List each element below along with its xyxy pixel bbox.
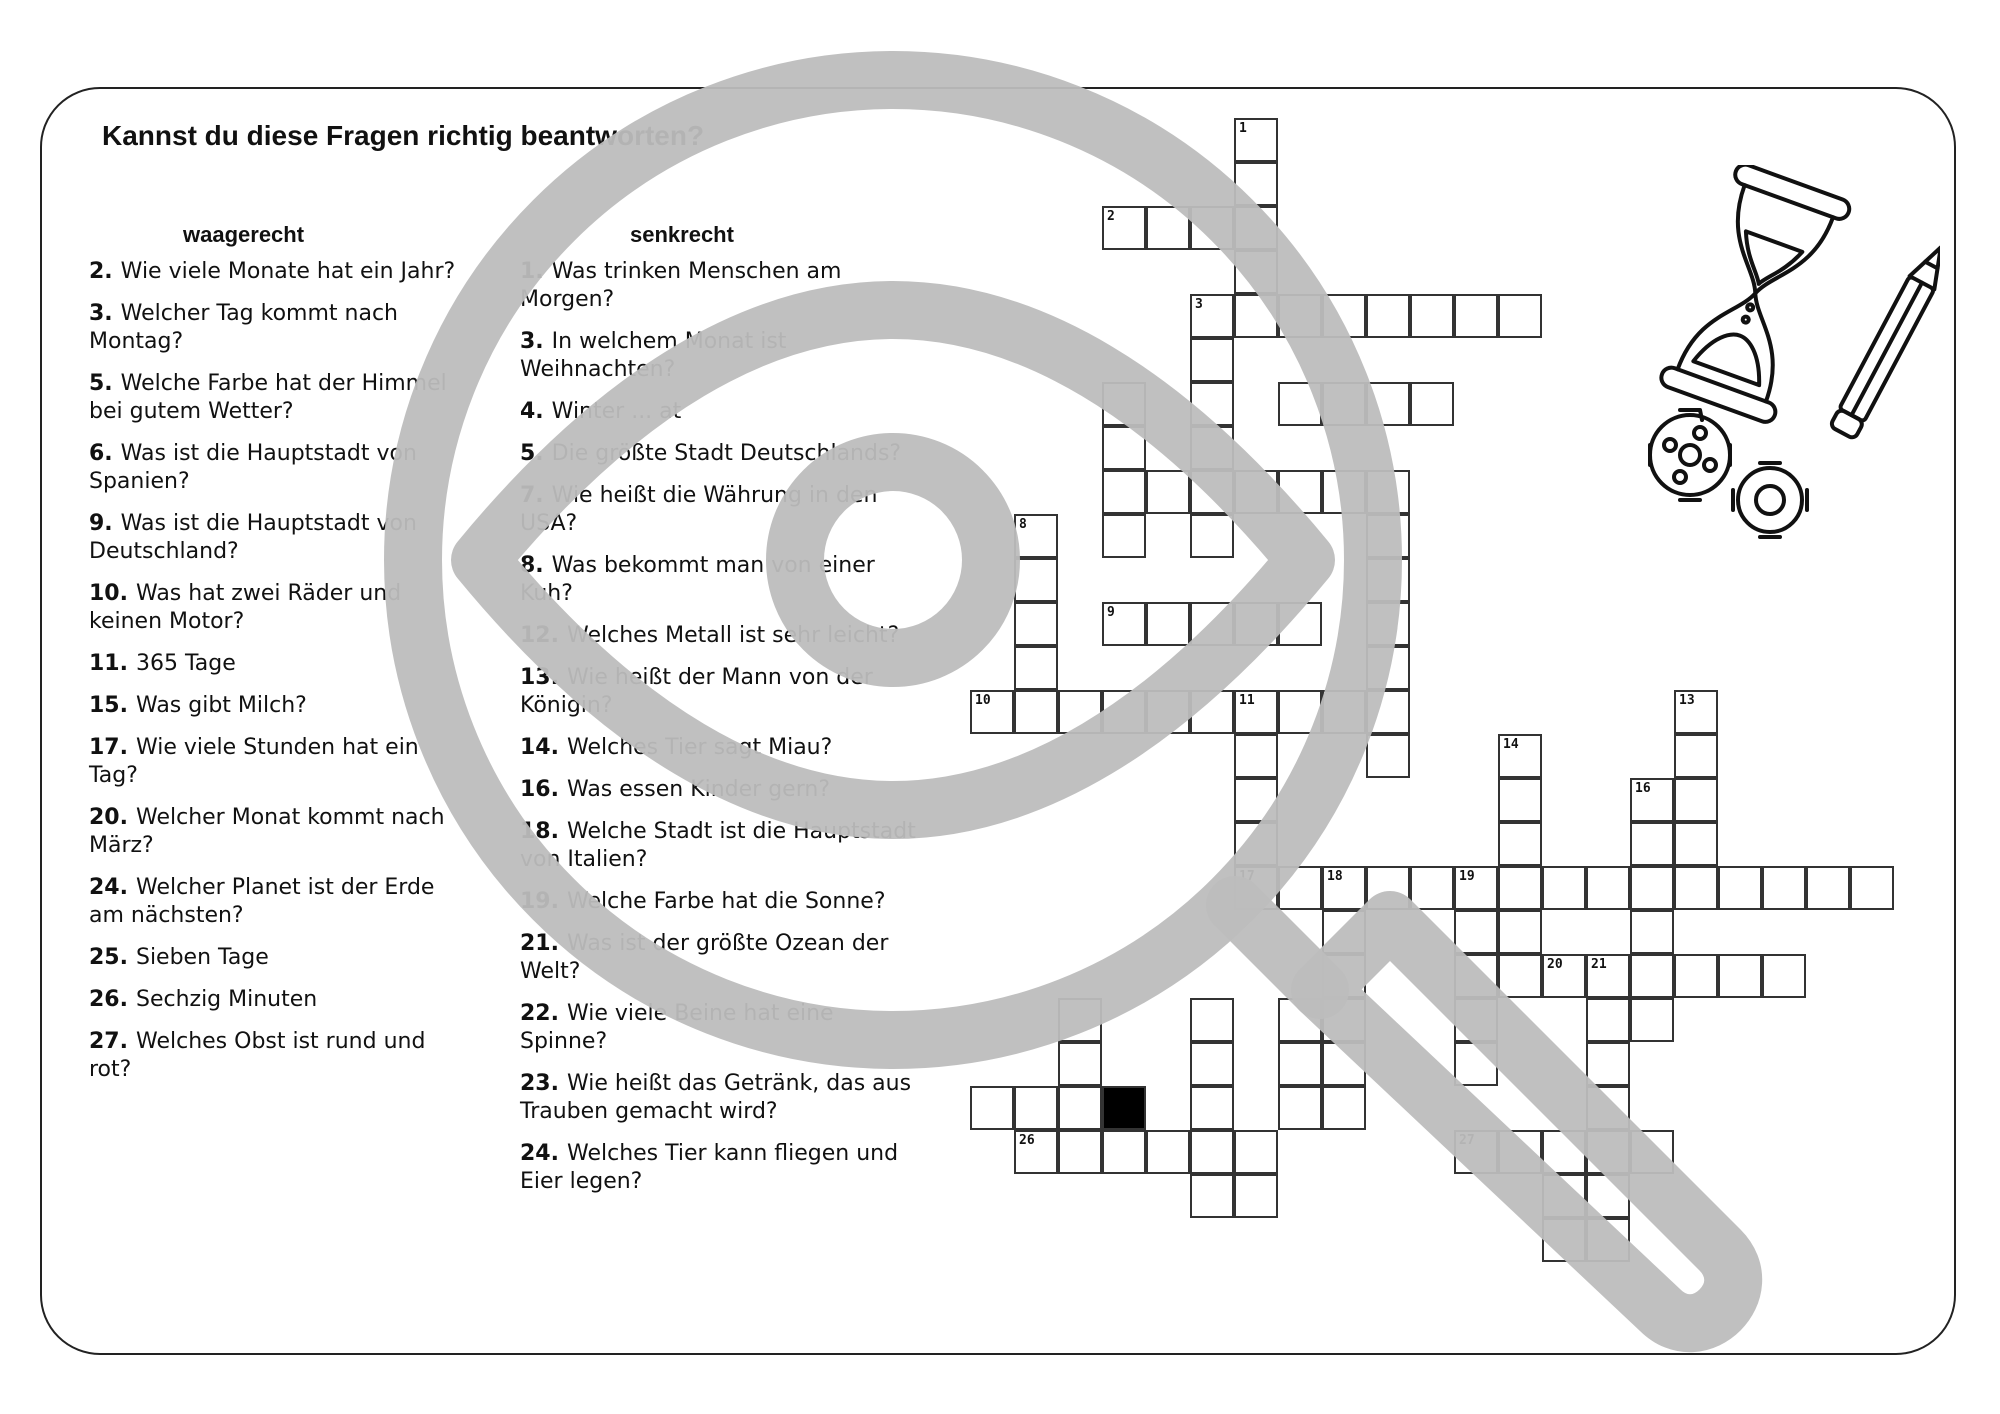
grid-cell[interactable] <box>1366 470 1410 514</box>
clue-text: Welcher Planet ist der Erde am nächsten? <box>89 875 435 928</box>
grid-cell[interactable] <box>1190 514 1234 558</box>
grid-cell[interactable] <box>1102 382 1146 426</box>
clue-text: Was hat zwei Räder und keinen Motor? <box>89 581 402 634</box>
grid-cell[interactable] <box>1366 294 1410 338</box>
clue-text: Wie heißt das Getränk, das aus Trauben gemacht wird? <box>520 1071 912 1124</box>
grid-cell[interactable] <box>1498 910 1542 954</box>
grid-cell[interactable] <box>1190 1086 1234 1130</box>
clue-text: Welches Metall ist sehr leicht? <box>566 623 900 648</box>
grid-cell[interactable] <box>1366 382 1410 426</box>
grid-cell[interactable] <box>1586 954 1630 998</box>
clue-number: 27. <box>89 1029 128 1054</box>
grid-cell[interactable] <box>1014 602 1058 646</box>
grid-cell[interactable] <box>1366 602 1410 646</box>
grid-cell[interactable] <box>1058 690 1102 734</box>
grid-cell[interactable] <box>1630 778 1674 822</box>
clue-number: 5. <box>89 371 113 396</box>
grid-cell[interactable] <box>1190 206 1234 250</box>
grid-cell[interactable] <box>1190 1130 1234 1174</box>
grid-cell[interactable] <box>1498 866 1542 910</box>
grid-cell[interactable] <box>1542 954 1586 998</box>
clue-text: Welches Tier kann fliegen und Eier legen? <box>520 1141 899 1194</box>
clue-number: 3. <box>520 329 544 354</box>
hourglass-pencil-gears-icon <box>1620 165 1940 555</box>
clue-text: In welchem Monat ist Weihnachten? <box>520 329 787 382</box>
grid-cell[interactable] <box>1322 690 1366 734</box>
clue-number: 7. <box>520 483 544 508</box>
clue-number: 1. <box>520 259 544 284</box>
cell-number: 11 <box>1239 693 1255 708</box>
clue-number: 3. <box>89 301 113 326</box>
grid-cell[interactable] <box>1586 1130 1630 1174</box>
grid-cell[interactable] <box>1498 294 1542 338</box>
clue-number: 13. <box>520 665 559 690</box>
grid-cell[interactable] <box>1454 1042 1498 1086</box>
down-heading: senkrecht <box>630 222 734 247</box>
clue-text: Wie heißt der Mann von der Königin? <box>520 665 873 718</box>
clue-text: Wie viele Monate hat ein Jahr? <box>120 259 456 284</box>
grid-cell[interactable] <box>1322 954 1366 998</box>
grid-cell[interactable] <box>1454 998 1498 1042</box>
grid-cell[interactable] <box>1190 690 1234 734</box>
grid-cell[interactable] <box>1014 558 1058 602</box>
clue-text: Welches Obst ist rund und rot? <box>89 1029 426 1082</box>
grid-cell[interactable] <box>1586 998 1630 1042</box>
grid-cell[interactable] <box>1102 426 1146 470</box>
cell-number: 20 <box>1547 957 1563 972</box>
grid-cell[interactable] <box>1234 602 1278 646</box>
grid-cell[interactable] <box>1366 690 1410 734</box>
cell-number: 3 <box>1195 297 1203 312</box>
clue-text: Was trinken Menschen am Morgen? <box>520 259 842 312</box>
cell-number: 2 <box>1107 209 1115 224</box>
grid-cell[interactable] <box>1190 1042 1234 1086</box>
grid-cell[interactable] <box>1454 954 1498 998</box>
grid-cell[interactable] <box>1014 646 1058 690</box>
clue-number: 8. <box>520 553 544 578</box>
grid-cell[interactable] <box>1366 734 1410 778</box>
grid-cell[interactable] <box>1278 1042 1322 1086</box>
grid-cell[interactable] <box>1278 470 1322 514</box>
grid-cell[interactable] <box>1146 206 1190 250</box>
cell-number: 14 <box>1503 737 1519 752</box>
cell-number: 10 <box>975 693 991 708</box>
grid-cell[interactable] <box>1542 1218 1586 1262</box>
clue-number: 6. <box>89 441 113 466</box>
grid-cell[interactable] <box>1234 206 1278 250</box>
grid-cell[interactable] <box>1542 1130 1586 1174</box>
grid-cell[interactable] <box>1630 1130 1674 1174</box>
grid-cell[interactable] <box>1234 866 1278 910</box>
grid-cell[interactable] <box>1234 822 1278 866</box>
grid-cell[interactable] <box>1454 866 1498 910</box>
grid-cell[interactable] <box>1190 426 1234 470</box>
grid-cell[interactable] <box>1190 338 1234 382</box>
grid-cell[interactable] <box>1498 954 1542 998</box>
clue-text: Was ist der größte Ozean der Welt? <box>520 931 889 984</box>
grid-cell[interactable] <box>1454 1130 1498 1174</box>
grid-cell[interactable] <box>1190 294 1234 338</box>
clue-text: Welcher Monat kommt nach März? <box>89 805 445 858</box>
grid-cell[interactable] <box>970 690 1014 734</box>
grid-cell[interactable] <box>1454 910 1498 954</box>
cell-number: 18 <box>1327 869 1343 884</box>
gear-icon <box>1650 410 1730 500</box>
grid-cell[interactable] <box>1058 1086 1102 1130</box>
clue-text: Wie viele Beine hat eine Spinne? <box>520 1001 834 1054</box>
cell-number: 21 <box>1591 957 1607 972</box>
grid-cell[interactable] <box>1190 602 1234 646</box>
grid-cell[interactable] <box>1102 602 1146 646</box>
grid-cell[interactable] <box>1586 1218 1630 1262</box>
clue-text: Wie viele Stunden hat ein Tag? <box>89 735 419 788</box>
grid-cell[interactable] <box>1058 1130 1102 1174</box>
grid-cell[interactable] <box>1410 382 1454 426</box>
clue-text: Was bekommt man von einer Kuh? <box>520 553 875 606</box>
grid-cell[interactable] <box>1850 866 1894 910</box>
clue-number: 5. <box>520 441 544 466</box>
grid-cell[interactable] <box>1498 734 1542 778</box>
grid-cell[interactable] <box>1234 162 1278 206</box>
grid-cell[interactable] <box>1542 1174 1586 1218</box>
clue-number: 16. <box>520 777 559 802</box>
grid-cell[interactable] <box>1322 910 1366 954</box>
grid-cell[interactable] <box>1322 470 1366 514</box>
grid-cell[interactable] <box>1410 294 1454 338</box>
grid-cell[interactable] <box>1058 998 1102 1042</box>
clue-text: Die größte Stadt Deutschlands? <box>551 441 902 466</box>
clue-text: Welche Stadt ist die Hauptstadt von Italien? <box>520 819 916 872</box>
grid-cell[interactable] <box>1498 778 1542 822</box>
grid-cell[interactable] <box>1278 602 1322 646</box>
hourglass-icon <box>1659 165 1852 425</box>
grid-cell[interactable] <box>1234 778 1278 822</box>
grid-cell[interactable] <box>1234 690 1278 734</box>
grid-cell[interactable] <box>1322 294 1366 338</box>
clue-number: 22. <box>520 1001 559 1026</box>
grid-cell[interactable] <box>1366 514 1410 558</box>
grid-cell[interactable] <box>1190 470 1234 514</box>
grid-cell[interactable] <box>1146 470 1190 514</box>
grid-cell[interactable] <box>1102 690 1146 734</box>
grid-cell[interactable] <box>1278 998 1322 1042</box>
grid-cell[interactable] <box>1498 822 1542 866</box>
grid-cell[interactable] <box>1366 646 1410 690</box>
grid-cell[interactable] <box>1498 1130 1542 1174</box>
clue-text: Was ist die Hauptstadt von Deutschland? <box>89 511 417 564</box>
grid-cell[interactable] <box>1762 954 1806 998</box>
grid-cell[interactable] <box>1102 1130 1146 1174</box>
clue-text: Welche Farbe hat der Himmel bei gutem Wetter? <box>89 371 447 424</box>
cell-number: 13 <box>1679 693 1695 708</box>
grid-cell[interactable] <box>1806 866 1850 910</box>
grid-cell[interactable] <box>1630 822 1674 866</box>
grid-cell[interactable] <box>1410 866 1454 910</box>
grid-cell[interactable] <box>1234 250 1278 294</box>
clue-text: Sechzig Minuten <box>135 987 318 1012</box>
clue-number: 4. <box>520 399 544 424</box>
grid-cell[interactable] <box>1234 1174 1278 1218</box>
grid-cell[interactable] <box>1674 822 1718 866</box>
grid-cell[interactable] <box>1630 998 1674 1042</box>
grid-cell[interactable] <box>1102 1086 1146 1130</box>
clue-text: Winter ... at <box>551 399 682 424</box>
grid-cell[interactable] <box>1762 866 1806 910</box>
grid-cell[interactable] <box>1190 382 1234 426</box>
clue-text: Welche Farbe hat die Sonne? <box>566 889 886 914</box>
cell-number: 16 <box>1635 781 1651 796</box>
grid-cell[interactable] <box>1146 602 1190 646</box>
clue-text: Was ist die Hauptstadt von Spanien? <box>89 441 417 494</box>
clue-number: 14. <box>520 735 559 760</box>
grid-cell[interactable] <box>1234 1130 1278 1174</box>
grid-cell[interactable] <box>1674 734 1718 778</box>
grid-cell[interactable] <box>1322 998 1366 1042</box>
clue-text: 365 Tage <box>135 651 236 676</box>
grid-cell[interactable] <box>1630 954 1674 998</box>
grid-cell[interactable] <box>1322 1042 1366 1086</box>
grid-cell[interactable] <box>1322 866 1366 910</box>
grid-cell[interactable] <box>1674 778 1718 822</box>
grid-cell[interactable] <box>1366 558 1410 602</box>
grid-cell[interactable] <box>1234 294 1278 338</box>
grid-cell[interactable] <box>1630 910 1674 954</box>
grid-cell[interactable] <box>1234 470 1278 514</box>
clue-number: 24. <box>520 1141 559 1166</box>
grid-cell[interactable] <box>1190 998 1234 1042</box>
grid-cell[interactable] <box>1542 866 1586 910</box>
clue-number: 26. <box>89 987 128 1012</box>
cell-number: 19 <box>1459 869 1475 884</box>
grid-cell[interactable] <box>1014 690 1058 734</box>
cell-number: 17 <box>1239 869 1255 884</box>
clue-number: 23. <box>520 1071 559 1096</box>
clue-number: 12. <box>520 623 559 648</box>
grid-cell[interactable] <box>1234 734 1278 778</box>
grid-cell[interactable] <box>1586 1174 1630 1218</box>
grid-cell[interactable] <box>1586 1042 1630 1086</box>
grid-cell[interactable] <box>1190 1174 1234 1218</box>
clue-text: Sieben Tage <box>135 945 269 970</box>
grid-cell[interactable] <box>1674 866 1718 910</box>
grid-cell[interactable] <box>1630 866 1674 910</box>
clue-text: Was gibt Milch? <box>135 693 307 718</box>
grid-cell[interactable] <box>1278 294 1322 338</box>
grid-cell[interactable] <box>1718 954 1762 998</box>
grid-cell[interactable] <box>1058 1042 1102 1086</box>
grid-cell[interactable] <box>1674 690 1718 734</box>
grid-cell[interactable] <box>1718 866 1762 910</box>
clue-number: 11. <box>89 651 128 676</box>
clue-number: 17. <box>89 735 128 760</box>
cell-number: 9 <box>1107 605 1115 620</box>
clue-text: Was essen Kinder gern? <box>566 777 830 802</box>
grid-cell[interactable] <box>1234 118 1278 162</box>
grid-cell[interactable] <box>1146 690 1190 734</box>
gear-icon-small <box>1733 463 1807 537</box>
clue-text: Welches Tier sagt Miau? <box>566 735 833 760</box>
grid-cell[interactable] <box>1014 1086 1058 1130</box>
grid-cell[interactable] <box>1102 514 1146 558</box>
clue-number: 19. <box>520 889 559 914</box>
grid-cell[interactable] <box>1014 514 1058 558</box>
grid-cell[interactable] <box>1146 1130 1190 1174</box>
grid-cell[interactable] <box>1454 294 1498 338</box>
grid-cell[interactable] <box>1102 206 1146 250</box>
clue-text: Wie heißt die Währung in den USA? <box>520 483 878 536</box>
clue-text: Welcher Tag kommt nach Montag? <box>89 301 398 354</box>
across-heading: waagerecht <box>183 222 305 247</box>
clue-number: 9. <box>89 511 113 536</box>
cell-number: 1 <box>1239 121 1247 136</box>
grid-cell[interactable] <box>970 1086 1014 1130</box>
grid-cell[interactable] <box>1278 866 1322 910</box>
grid-cell[interactable] <box>1366 866 1410 910</box>
grid-cell[interactable] <box>1278 690 1322 734</box>
grid-cell[interactable] <box>1014 1130 1058 1174</box>
cell-number: 26 <box>1019 1133 1035 1148</box>
clue-number: 18. <box>520 819 559 844</box>
clue-number: 25. <box>89 945 128 970</box>
grid-cell[interactable] <box>1278 382 1322 426</box>
grid-cell[interactable] <box>1674 954 1718 998</box>
grid-cell[interactable] <box>1102 470 1146 514</box>
grid-cell[interactable] <box>1322 382 1366 426</box>
pencil-icon <box>1830 241 1940 440</box>
clue-number: 20. <box>89 805 128 830</box>
grid-cell[interactable] <box>1586 1086 1630 1130</box>
clue-number: 15. <box>89 693 128 718</box>
clue-number: 2. <box>89 259 113 284</box>
grid-cell[interactable] <box>1586 866 1630 910</box>
grid-cell[interactable] <box>1278 1086 1322 1130</box>
clue-number: 21. <box>520 931 559 956</box>
cell-number: 27 <box>1459 1133 1475 1148</box>
page-title: Kannst du diese Fragen richtig beantworten? <box>102 120 705 151</box>
cell-number: 8 <box>1019 517 1027 532</box>
grid-cell[interactable] <box>1322 1086 1366 1130</box>
clue-number: 10. <box>89 581 128 606</box>
clue-number: 24. <box>89 875 128 900</box>
